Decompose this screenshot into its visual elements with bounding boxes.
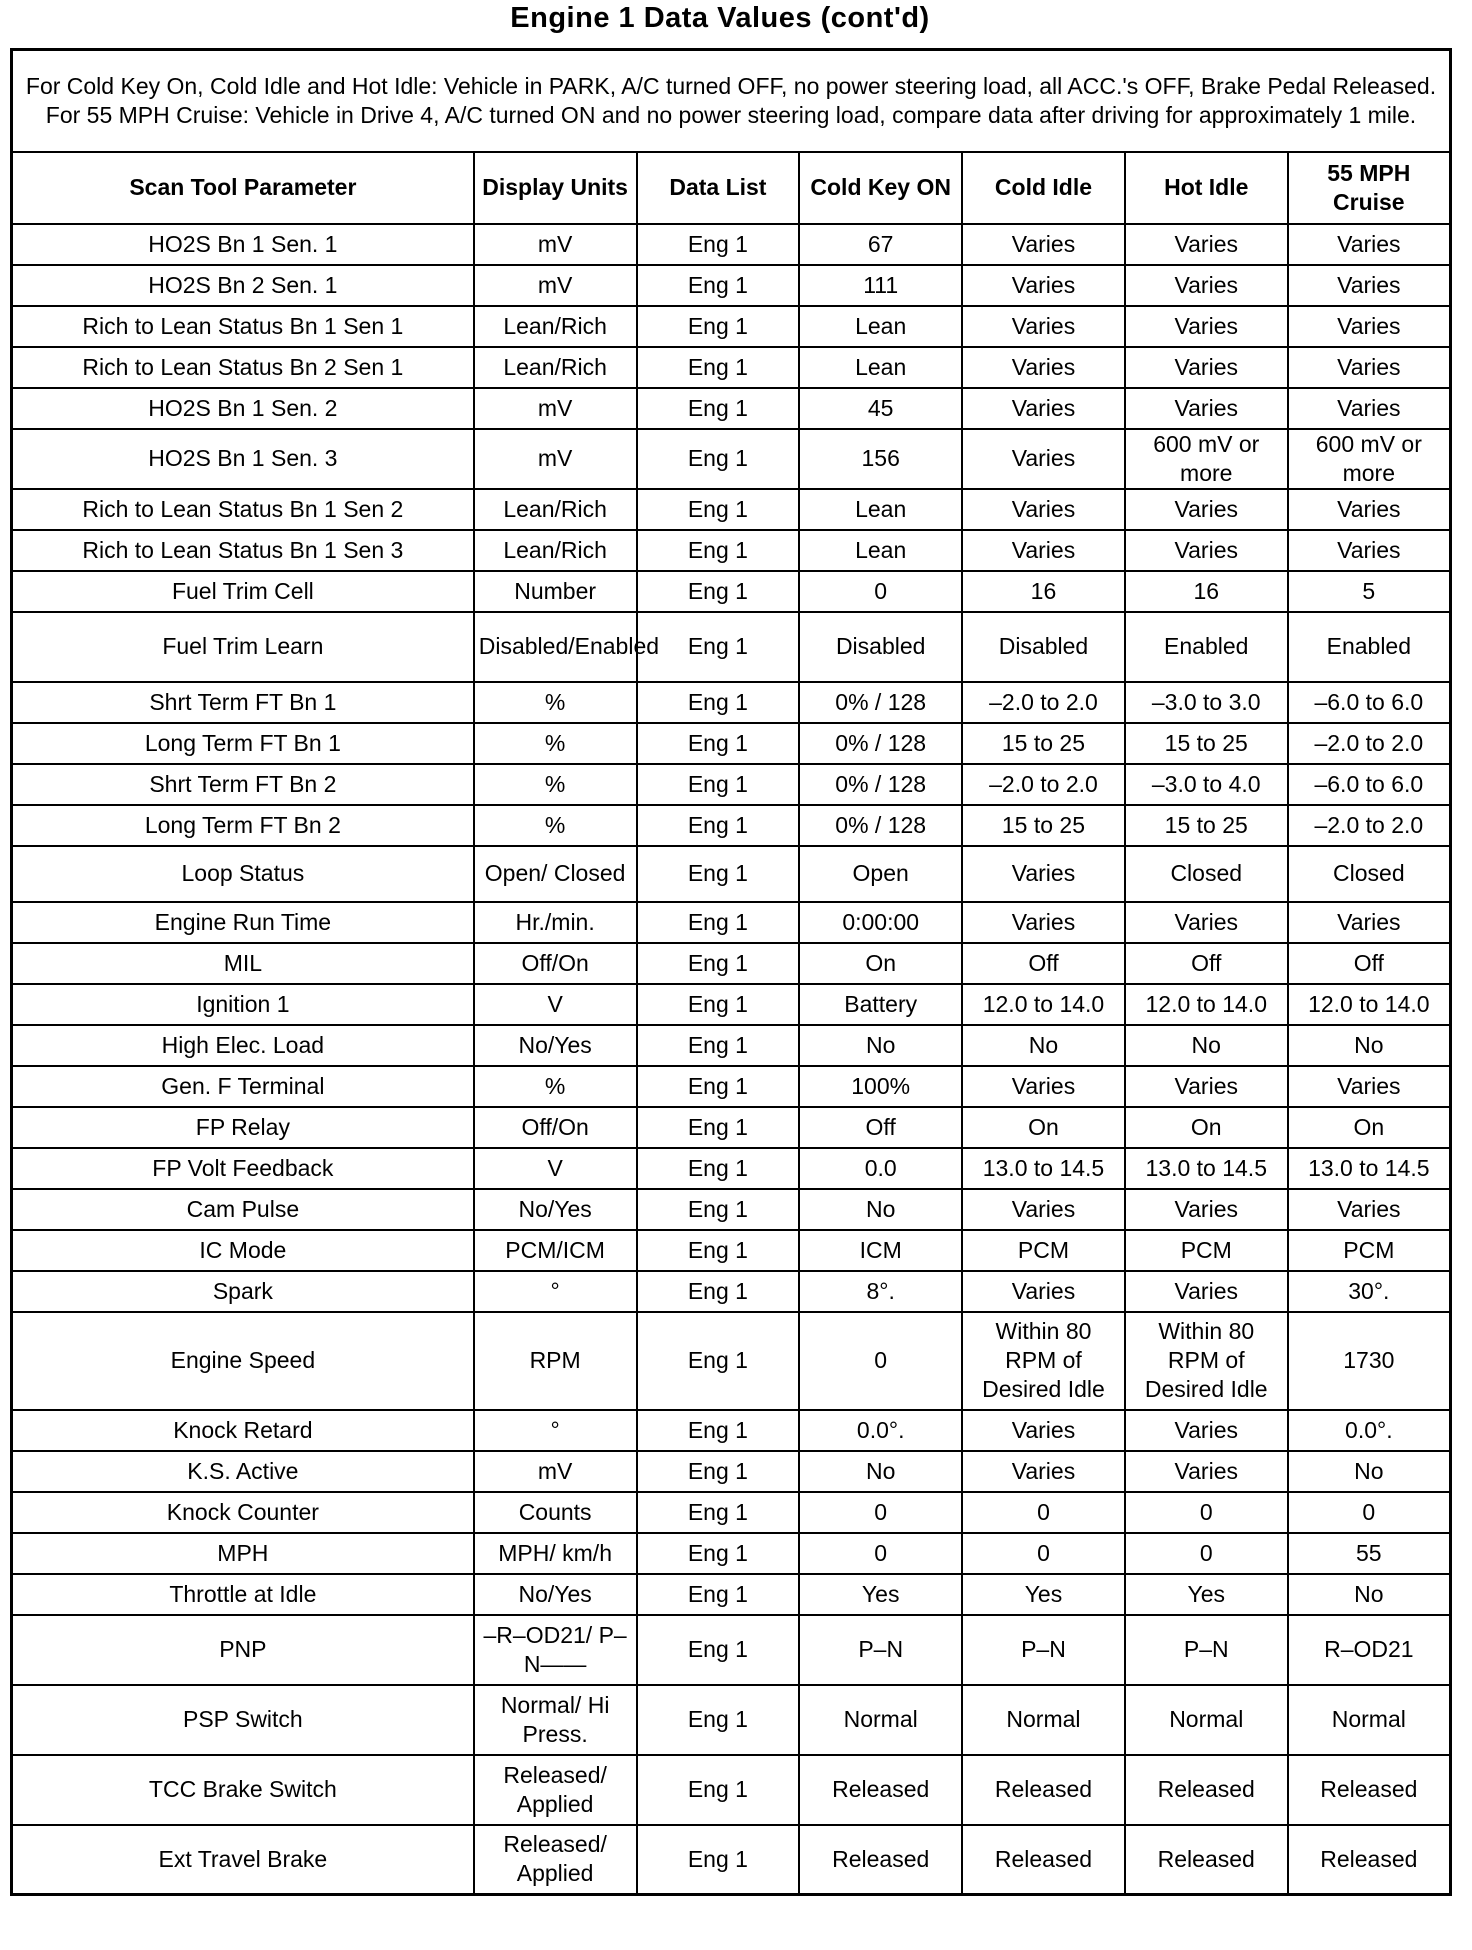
table-row [12,1189,1451,1230]
cell-parameter: HO2S Bn 1 Sen. 2 [12,388,474,429]
table-row [12,612,1451,682]
cell-cold-idle: Varies [962,530,1125,571]
cell-cold-idle: No [962,1025,1125,1066]
cell-parameter: High Elec. Load [12,1025,474,1066]
cell-hot-idle: Varies [1125,530,1288,571]
cell-cold-idle: Varies [962,846,1125,902]
cell-display-units: PCM/ICM [474,1230,637,1271]
cell-display-units: Lean/Rich [474,306,637,347]
cell-cold-idle: 0 [962,1533,1125,1574]
cell-parameter: Engine Speed [12,1312,474,1410]
cell-hot-idle: –3.0 to 3.0 [1125,682,1288,723]
cell-55-mph-cruise: 55 [1288,1533,1451,1574]
cell-55-mph-cruise: PCM [1288,1230,1451,1271]
cell-cold-key-on: Normal [799,1685,962,1755]
cell-cold-key-on: No [799,1025,962,1066]
cell-data-list: Eng 1 [637,1685,800,1755]
table-row [12,764,1451,805]
cell-hot-idle: Yes [1125,1574,1288,1615]
conditions-row [12,50,1451,152]
cell-cold-key-on: Lean [799,530,962,571]
cell-data-list: Eng 1 [637,723,800,764]
cell-display-units: Normal/ Hi Press. [474,1685,637,1755]
cell-cold-key-on: 0% / 128 [799,764,962,805]
table-row [12,902,1451,943]
cell-cold-key-on: 67 [799,224,962,265]
table-row [12,1271,1451,1312]
cell-55-mph-cruise: Varies [1288,902,1451,943]
cell-display-units: Disabled/Enabled [474,612,637,682]
cell-hot-idle: Varies [1125,489,1288,530]
cell-cold-key-on: No [799,1451,962,1492]
table-row [12,1492,1451,1533]
cell-parameter: HO2S Bn 1 Sen. 1 [12,224,474,265]
header-55-mph-cruise: 55 MPH Cruise [1288,152,1451,224]
cell-cold-idle: Varies [962,306,1125,347]
cell-data-list: Eng 1 [637,1451,800,1492]
cell-display-units: % [474,723,637,764]
cell-cold-idle: Off [962,943,1125,984]
cell-cold-key-on: 156 [799,429,962,489]
cell-display-units: % [474,682,637,723]
cell-cold-idle: Within 80 RPM of Desired Idle [962,1312,1125,1410]
cell-cold-idle: Varies [962,1451,1125,1492]
cell-data-list: Eng 1 [637,1107,800,1148]
cell-55-mph-cruise: –6.0 to 6.0 [1288,764,1451,805]
cell-hot-idle: Varies [1125,388,1288,429]
cell-cold-key-on: Battery [799,984,962,1025]
cell-cold-key-on: No [799,1189,962,1230]
cell-cold-idle: 12.0 to 14.0 [962,984,1125,1025]
cell-parameter: IC Mode [12,1230,474,1271]
cell-data-list: Eng 1 [637,1755,800,1825]
header-display-units: Display Units [474,152,637,224]
cell-parameter: FP Relay [12,1107,474,1148]
cell-hot-idle: 0 [1125,1492,1288,1533]
cell-cold-key-on: 0:00:00 [799,902,962,943]
cell-cold-key-on: P–N [799,1615,962,1685]
table-row [12,429,1451,489]
cell-cold-key-on: 0% / 128 [799,805,962,846]
cell-data-list: Eng 1 [637,1271,800,1312]
cell-55-mph-cruise: 0.0°. [1288,1410,1451,1451]
cell-parameter: Gen. F Terminal [12,1066,474,1107]
cell-data-list: Eng 1 [637,902,800,943]
cell-hot-idle: Varies [1125,902,1288,943]
header-hot-idle: Hot Idle [1125,152,1288,224]
cell-display-units: Number [474,571,637,612]
cell-hot-idle: 15 to 25 [1125,723,1288,764]
cell-cold-key-on: On [799,943,962,984]
cell-cold-key-on: Lean [799,347,962,388]
cell-hot-idle: Varies [1125,224,1288,265]
cell-display-units: V [474,1148,637,1189]
cell-display-units: Hr./min. [474,902,637,943]
cell-cold-idle: Disabled [962,612,1125,682]
cell-cold-key-on: Open [799,846,962,902]
cell-hot-idle: Enabled [1125,612,1288,682]
cell-55-mph-cruise: Off [1288,943,1451,984]
cell-parameter: Knock Retard [12,1410,474,1451]
cell-display-units: Lean/Rich [474,489,637,530]
cell-cold-key-on: 0.0°. [799,1410,962,1451]
cell-55-mph-cruise: 1730 [1288,1312,1451,1410]
cell-hot-idle: Varies [1125,1410,1288,1451]
cell-parameter: Rich to Lean Status Bn 1 Sen 3 [12,530,474,571]
cell-display-units: Lean/Rich [474,347,637,388]
cell-display-units: –R–OD21/ P–N—— [474,1615,637,1685]
cell-cold-idle: Varies [962,224,1125,265]
cell-display-units: Off/On [474,1107,637,1148]
cell-data-list: Eng 1 [637,1492,800,1533]
cell-display-units: Lean/Rich [474,530,637,571]
cell-data-list: Eng 1 [637,347,800,388]
table-row [12,682,1451,723]
cell-display-units: mV [474,388,637,429]
cell-data-list: Eng 1 [637,1312,800,1410]
cell-display-units: mV [474,224,637,265]
cell-display-units: RPM [474,1312,637,1410]
cell-display-units: % [474,1066,637,1107]
cell-data-list: Eng 1 [637,265,800,306]
cell-hot-idle: PCM [1125,1230,1288,1271]
cell-data-list: Eng 1 [637,489,800,530]
header-cold-key-on: Cold Key ON [799,152,962,224]
cell-cold-idle: 15 to 25 [962,723,1125,764]
table-row [12,1755,1451,1825]
cell-cold-idle: P–N [962,1615,1125,1685]
cell-cold-key-on: 111 [799,265,962,306]
cell-parameter: Ext Travel Brake [12,1825,474,1895]
cell-hot-idle: Varies [1125,1066,1288,1107]
cell-data-list: Eng 1 [637,530,800,571]
table-row [12,943,1451,984]
cell-data-list: Eng 1 [637,805,800,846]
table-row [12,1230,1451,1271]
table-row [12,1410,1451,1451]
table-row [12,1025,1451,1066]
cell-cold-idle: Released [962,1825,1125,1895]
cell-data-list: Eng 1 [637,1066,800,1107]
cell-cold-key-on: 45 [799,388,962,429]
cell-parameter: MIL [12,943,474,984]
cell-55-mph-cruise: Released [1288,1755,1451,1825]
cell-parameter: Rich to Lean Status Bn 1 Sen 1 [12,306,474,347]
table-row [12,530,1451,571]
cell-parameter: PSP Switch [12,1685,474,1755]
cell-55-mph-cruise: –6.0 to 6.0 [1288,682,1451,723]
cell-data-list: Eng 1 [637,1574,800,1615]
cell-parameter: Fuel Trim Cell [12,571,474,612]
cell-cold-idle: 15 to 25 [962,805,1125,846]
cell-parameter: Shrt Term FT Bn 1 [12,682,474,723]
cell-cold-idle: Yes [962,1574,1125,1615]
cell-cold-idle: Varies [962,1066,1125,1107]
cell-parameter: Ignition 1 [12,984,474,1025]
cell-hot-idle: No [1125,1025,1288,1066]
cell-parameter: Long Term FT Bn 1 [12,723,474,764]
cell-display-units: ° [474,1271,637,1312]
cell-display-units: ° [474,1410,637,1451]
cell-parameter: FP Volt Feedback [12,1148,474,1189]
test-conditions: For Cold Key On, Cold Idle and Hot Idle: Vehicle in PARK, A/C turned OFF, no power steering load, all ACC.'s OFF, Brake Pedal Released. For 55 MPH Cruise: Vehicle in Drive 4, A/C turned ON and no power steering load, compare data after driving for approximately 1 mile. [12,50,1451,152]
cell-data-list: Eng 1 [637,1533,800,1574]
cell-hot-idle: 13.0 to 14.5 [1125,1148,1288,1189]
cell-55-mph-cruise: Enabled [1288,612,1451,682]
cell-hot-idle: 15 to 25 [1125,805,1288,846]
cell-data-list: Eng 1 [637,388,800,429]
cell-hot-idle: Varies [1125,265,1288,306]
table-row [12,1825,1451,1895]
table-row [12,347,1451,388]
cell-55-mph-cruise: Varies [1288,265,1451,306]
cell-hot-idle: Closed [1125,846,1288,902]
table-row [12,306,1451,347]
cell-55-mph-cruise: 600 mV or more [1288,429,1451,489]
table-row [12,1148,1451,1189]
table-row [12,1066,1451,1107]
cell-cold-idle: Normal [962,1685,1125,1755]
cell-cold-idle: PCM [962,1230,1125,1271]
cell-55-mph-cruise: No [1288,1451,1451,1492]
cell-cold-key-on: 0 [799,1533,962,1574]
cell-cold-key-on: Disabled [799,612,962,682]
cell-hot-idle: Varies [1125,1189,1288,1230]
cell-parameter: K.S. Active [12,1451,474,1492]
cell-cold-idle: Varies [962,347,1125,388]
cell-hot-idle: Normal [1125,1685,1288,1755]
cell-display-units: Released/ Applied [474,1825,637,1895]
cell-cold-idle: Varies [962,429,1125,489]
cell-55-mph-cruise: Varies [1288,224,1451,265]
cell-cold-key-on: 0 [799,1312,962,1410]
cell-display-units: V [474,984,637,1025]
cell-data-list: Eng 1 [637,1230,800,1271]
cell-parameter: PNP [12,1615,474,1685]
cell-display-units: Counts [474,1492,637,1533]
cell-55-mph-cruise: Varies [1288,489,1451,530]
header-cold-idle: Cold Idle [962,152,1125,224]
cell-hot-idle: Varies [1125,306,1288,347]
cell-cold-idle: Released [962,1755,1125,1825]
cell-data-list: Eng 1 [637,1825,800,1895]
cell-data-list: Eng 1 [637,1025,800,1066]
table-row [12,1685,1451,1755]
cell-55-mph-cruise: –2.0 to 2.0 [1288,805,1451,846]
cell-data-list: Eng 1 [637,846,800,902]
cell-hot-idle: 600 mV or more [1125,429,1288,489]
cell-parameter: Throttle at Idle [12,1574,474,1615]
cell-cold-idle: 16 [962,571,1125,612]
cell-cold-idle: 13.0 to 14.5 [962,1148,1125,1189]
header-scan-tool-parameter: Scan Tool Parameter [12,152,474,224]
cell-hot-idle: Within 80 RPM of Desired Idle [1125,1312,1288,1410]
cell-parameter: Knock Counter [12,1492,474,1533]
cell-data-list: Eng 1 [637,612,800,682]
cell-cold-key-on: 0% / 128 [799,682,962,723]
cell-cold-key-on: Yes [799,1574,962,1615]
cell-display-units: No/Yes [474,1574,637,1615]
table-row [12,1574,1451,1615]
cell-55-mph-cruise: Varies [1288,1066,1451,1107]
table-row [12,571,1451,612]
cell-parameter: Loop Status [12,846,474,902]
cell-cold-idle: Varies [962,1271,1125,1312]
cell-55-mph-cruise: Varies [1288,388,1451,429]
cell-cold-idle: Varies [962,1189,1125,1230]
page-title: Engine 1 Data Values (cont'd) [510,2,930,34]
cell-parameter: Shrt Term FT Bn 2 [12,764,474,805]
table-row [12,723,1451,764]
cell-data-list: Eng 1 [637,1189,800,1230]
cell-hot-idle: P–N [1125,1615,1288,1685]
cell-cold-idle: 0 [962,1492,1125,1533]
cell-hot-idle: 0 [1125,1533,1288,1574]
cell-hot-idle: 16 [1125,571,1288,612]
cell-hot-idle: Released [1125,1825,1288,1895]
cell-cold-idle: Varies [962,388,1125,429]
cell-data-list: Eng 1 [637,682,800,723]
cell-hot-idle: 12.0 to 14.0 [1125,984,1288,1025]
cell-cold-idle: –2.0 to 2.0 [962,682,1125,723]
cell-55-mph-cruise: 30°. [1288,1271,1451,1312]
cell-parameter: Engine Run Time [12,902,474,943]
cell-hot-idle: Varies [1125,1451,1288,1492]
cell-display-units: No/Yes [474,1189,637,1230]
table-row [12,224,1451,265]
cell-55-mph-cruise: Normal [1288,1685,1451,1755]
table-row [12,1615,1451,1685]
cell-cold-key-on: Lean [799,306,962,347]
cell-parameter: HO2S Bn 2 Sen. 1 [12,265,474,306]
cell-cold-key-on: 0 [799,571,962,612]
cell-data-list: Eng 1 [637,764,800,805]
cell-cold-key-on: Off [799,1107,962,1148]
cell-cold-idle: –2.0 to 2.0 [962,764,1125,805]
table-row [12,984,1451,1025]
cell-display-units: mV [474,429,637,489]
cell-55-mph-cruise: R–OD21 [1288,1615,1451,1685]
table-row [12,1533,1451,1574]
cell-data-list: Eng 1 [637,429,800,489]
cell-data-list: Eng 1 [637,1615,800,1685]
cell-55-mph-cruise: Varies [1288,1189,1451,1230]
cell-cold-key-on: 0.0 [799,1148,962,1189]
table-row [12,1451,1451,1492]
table-row [12,1312,1451,1410]
cell-display-units: Off/On [474,943,637,984]
cell-55-mph-cruise: No [1288,1574,1451,1615]
cell-parameter: MPH [12,1533,474,1574]
header-data-list: Data List [637,152,800,224]
cell-hot-idle: –3.0 to 4.0 [1125,764,1288,805]
data-values-table [10,48,1452,1896]
cell-cold-key-on: 0 [799,1492,962,1533]
cell-hot-idle: Off [1125,943,1288,984]
cell-parameter: Spark [12,1271,474,1312]
cell-55-mph-cruise: 12.0 to 14.0 [1288,984,1451,1025]
cell-display-units: mV [474,265,637,306]
cell-cold-idle: On [962,1107,1125,1148]
cell-cold-key-on: ICM [799,1230,962,1271]
table-row [12,265,1451,306]
cell-55-mph-cruise: –2.0 to 2.0 [1288,723,1451,764]
cell-cold-key-on: Released [799,1825,962,1895]
cell-55-mph-cruise: No [1288,1025,1451,1066]
cell-cold-idle: Varies [962,1410,1125,1451]
cell-55-mph-cruise: Varies [1288,306,1451,347]
cell-cold-idle: Varies [962,902,1125,943]
cell-55-mph-cruise: Varies [1288,347,1451,388]
cell-data-list: Eng 1 [637,1148,800,1189]
cell-parameter: HO2S Bn 1 Sen. 3 [12,429,474,489]
cell-parameter: TCC Brake Switch [12,1755,474,1825]
cell-data-list: Eng 1 [637,1410,800,1451]
cell-cold-idle: Varies [962,489,1125,530]
cell-cold-idle: Varies [962,265,1125,306]
cell-display-units: % [474,764,637,805]
cell-data-list: Eng 1 [637,571,800,612]
cell-parameter: Cam Pulse [12,1189,474,1230]
cell-55-mph-cruise: 13.0 to 14.5 [1288,1148,1451,1189]
cell-data-list: Eng 1 [637,224,800,265]
cell-parameter: Rich to Lean Status Bn 2 Sen 1 [12,347,474,388]
cell-data-list: Eng 1 [637,943,800,984]
cell-display-units: No/Yes [474,1025,637,1066]
header-row [12,152,1451,224]
cell-55-mph-cruise: Closed [1288,846,1451,902]
table-row [12,388,1451,429]
table-row [12,846,1451,902]
cell-display-units: Released/ Applied [474,1755,637,1825]
cell-55-mph-cruise: Varies [1288,530,1451,571]
table-row [12,1107,1451,1148]
cell-55-mph-cruise: On [1288,1107,1451,1148]
cell-display-units: mV [474,1451,637,1492]
cell-hot-idle: Varies [1125,347,1288,388]
cell-55-mph-cruise: 0 [1288,1492,1451,1533]
cell-parameter: Fuel Trim Learn [12,612,474,682]
cell-parameter: Rich to Lean Status Bn 1 Sen 2 [12,489,474,530]
cell-data-list: Eng 1 [637,984,800,1025]
cell-cold-key-on: 8°. [799,1271,962,1312]
cell-parameter: Long Term FT Bn 2 [12,805,474,846]
table-row [12,489,1451,530]
cell-display-units: MPH/ km/h [474,1533,637,1574]
cell-cold-key-on: Lean [799,489,962,530]
table-row [12,805,1451,846]
cell-hot-idle: On [1125,1107,1288,1148]
cell-55-mph-cruise: Released [1288,1825,1451,1895]
cell-data-list: Eng 1 [637,306,800,347]
cell-55-mph-cruise: 5 [1288,571,1451,612]
cell-hot-idle: Varies [1125,1271,1288,1312]
cell-display-units: Open/ Closed [474,846,637,902]
cell-cold-key-on: 100% [799,1066,962,1107]
cell-cold-key-on: Released [799,1755,962,1825]
cell-hot-idle: Released [1125,1755,1288,1825]
cell-display-units: % [474,805,637,846]
cell-cold-key-on: 0% / 128 [799,723,962,764]
